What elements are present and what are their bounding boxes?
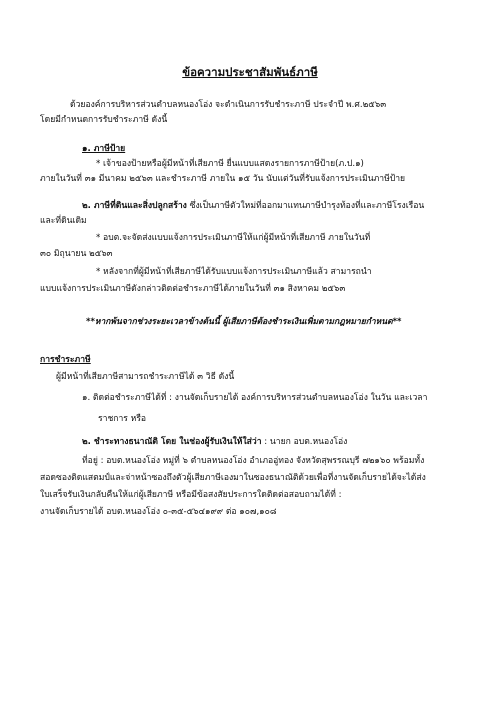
- section-1-heading: ๑. ภาษีป้าย: [82, 144, 126, 154]
- section-1-line-2: ภายในวันที่ ๓๑ มีนาคม ๒๕๖๓ และชำระภาษี ภายใน ๑๕ วัน นับแต่วันที่รับแจ้งการประเมินภาษีป้าย: [40, 174, 406, 184]
- payment-method-2-rest: : นายก อบต.หนองโอ่ง: [261, 437, 348, 447]
- address-line-3: ใบเสร็จรับเงินกลับคืนให้แก่ผู้เสียภาษี หรือมีข้อสงสัยประการใดติดต่อสอบถามได้ที่ :: [40, 490, 342, 500]
- section-1-line-1: * เจ้าของป้ายหรือผู้มีหน้าที่เสียภาษี ยื่นแบบแสดงรายการภาษีป้าย(ภ.ป.๑): [96, 159, 364, 169]
- section-2-line-2: ๓๐ มิถุนายน ๒๕๖๓: [40, 249, 113, 259]
- intro-line-2: โดยมีกำหนดการรับชำระภาษี ดังนี้: [40, 115, 168, 125]
- payment-method-2-bold: ๒. ชำระทางธนาณัติ โดย ในช่องผู้รับเงินให้ใส่ว่า: [82, 437, 262, 447]
- payment-heading: การชำระภาษี: [40, 355, 91, 365]
- payment-method-1-cont: ราชการ หรือ: [98, 414, 147, 424]
- payment-subheading: ผู้มีหน้าที่เสียภาษีสามารถชำระภาษีได้ ๓ วิธี ดังนี้: [56, 372, 235, 382]
- section-2-heading-bold: ๒. ภาษีที่ดินและสิ่งปลูกสร้าง: [82, 201, 187, 211]
- payment-method-2: [82, 436, 347, 449]
- section-2-line-3: * หลังจากที่ผู้มีหน้าที่เสียภาษีได้รับแบบแจ้งการประเมินภาษีแล้ว สามารถนำ: [96, 267, 372, 277]
- section-2-line-1: * อบต.จะจัดส่งแบบแจ้งการประเมินภาษีให้แก่ผู้มีหน้าที่เสียภาษี ภายในวันที่: [96, 233, 371, 243]
- intro-line-1: ด้วยองค์การบริหารส่วนตำบลหนองโอ่ง จะดำเนินการรับชำระภาษี ประจำปี พ.ศ.๒๕๖๓: [70, 100, 387, 110]
- document-title: ข้อความประชาสัมพันธ์ภาษี: [182, 65, 318, 79]
- address-line-1: ที่อยู่ : อบต.หนองโอ่ง หมู่ที่ ๖ ตำบลหนองโอ่ง อำเภออู่ทอง จังหวัดสุพรรณบุรี ๗๒๑๖๐ พร้อมทั้ง: [82, 456, 425, 466]
- warning-note: **หากพ้นจากช่วงระยะเวลาข้างต้นนี้ ผู้เสียภาษีต้องชำระเงินเพิ่มตามกฎหมายกำหนด**: [86, 317, 402, 327]
- section-2-heading-cont: และที่ดินเดิม: [40, 216, 87, 226]
- section-2-heading: [82, 200, 424, 213]
- section-2-heading-rest: ซึ่งเป็นภาษีตัวใหม่ที่ออกมาแทนภาษีบำรุงท้องที่และภาษีโรงเรือน: [186, 201, 425, 211]
- address-line-2: สอดซองติดแสตมป์และจ่าหน้าซองถึงตัวผู้เสียภาษีเองมาในซองธนาณัติด้วยเพื่อที่งานจัดเก็บรายได้จะได้ส่ง: [40, 473, 426, 483]
- section-2-line-4: แบบแจ้งการประเมินภาษีดังกล่าวติดต่อชำระภาษีได้ภายในวันที่ ๓๑ สิงหาคม ๒๕๖๓: [40, 284, 346, 294]
- payment-method-1: ๑. ติดต่อชำระภาษีได้ที่ : งานจัดเก็บรายได้ องค์การบริหารส่วนตำบลหนองโอ่ง ในวัน และเวลา: [82, 393, 428, 403]
- contact-line: งานจัดเก็บรายได้ อบต.หนองโอ่ง ๐-๓๕-๕๖๔๑๙๙ ต่อ ๑๐๗,๑๐๘: [40, 507, 277, 517]
